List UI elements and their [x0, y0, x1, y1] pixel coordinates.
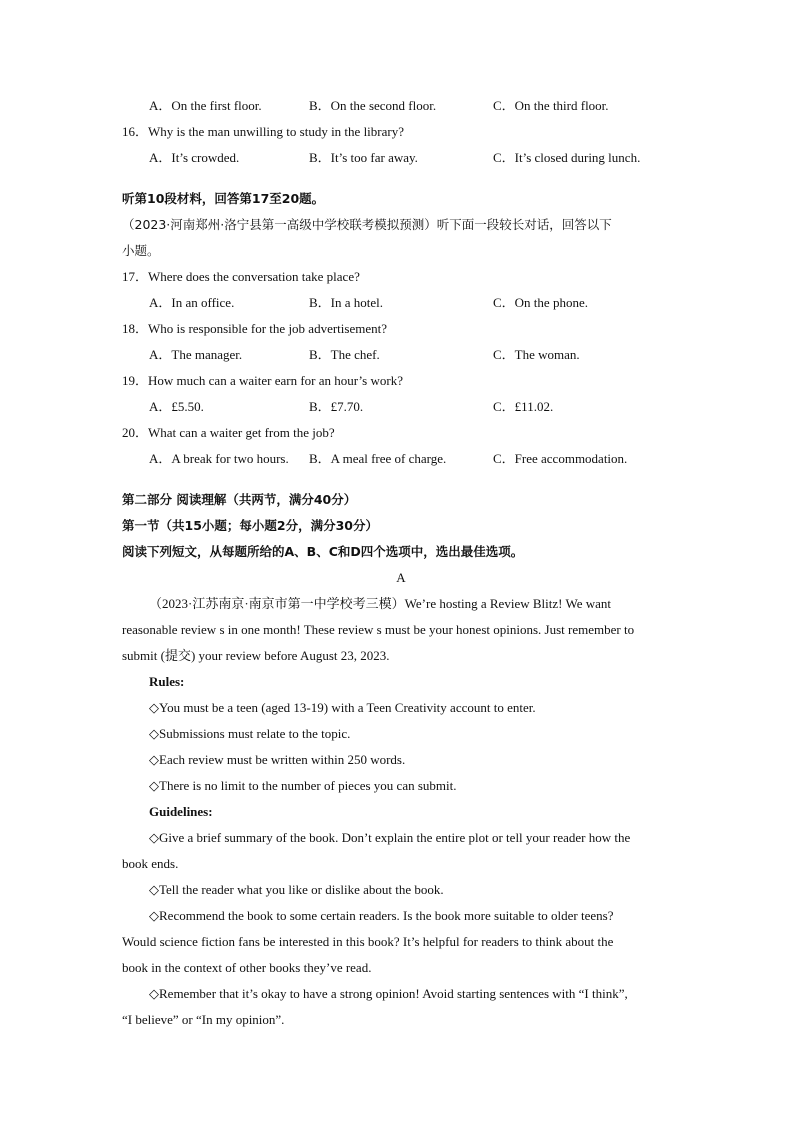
option-c: C．It’s closed during lunch.: [493, 150, 641, 165]
section-10-source-cont: 小题。: [122, 243, 160, 258]
exam-page: [122, 95, 680, 1035]
guideline-item: ◇Tell the reader what you like or dislike about the book.: [149, 882, 444, 897]
option-c: C．On the phone.: [493, 295, 588, 310]
q18-options: [122, 344, 680, 370]
guideline-item: ◇Give a brief summary of the book. Don’t explain the entire plot or tell your reader how the: [149, 830, 631, 845]
q20-options: [122, 448, 680, 474]
option-b: B．In a hotel.: [309, 295, 384, 310]
passage-intro-cont: submit (提交) your review before August 23, 2023.: [122, 648, 390, 663]
q17-options: [122, 292, 680, 318]
option-b: B．£7.70.: [309, 399, 364, 414]
rule-item: ◇You must be a teen (aged 13-19) with a Teen Creativity account to enter.: [149, 700, 536, 715]
question-19: 19．How much can a waiter earn for an hour’s work?: [122, 373, 403, 388]
passage-intro: （2023·江苏南京·南京市第一中学校考三模）We’re hosting a Review Blitz! We want: [149, 596, 611, 611]
guideline-item-cont: book ends.: [122, 856, 179, 871]
option-a: A．It’s crowded.: [149, 150, 240, 165]
rule-item: ◇Each review must be written within 250 words.: [149, 752, 406, 767]
part-2-heading: 第二部分 阅读理解（共两节，满分40分）: [122, 492, 357, 507]
rules-heading: Rules:: [149, 674, 185, 689]
section-10-source: （2023·河南郑州·洛宁县第一高级中学校联考模拟预测）听下面一段较长对话，回答以下: [122, 217, 612, 232]
guideline-item: ◇Remember that it’s okay to have a strong opinion! Avoid starting sentences with “I think”,: [149, 986, 628, 1001]
passage-letter: A: [396, 570, 406, 585]
reading-instruction: 阅读下列短文，从每题所给的A、B、C和D四个选项中，选出最佳选项。: [122, 544, 524, 559]
option-c: C．The woman.: [493, 347, 580, 362]
option-b: B．The chef.: [309, 347, 380, 362]
option-a: A．A break for two hours.: [149, 451, 289, 466]
option-a: A．£5.50.: [149, 399, 204, 414]
option-c: C．On the third floor.: [493, 98, 609, 113]
question-16: 16．Why is the man unwilling to study in the library?: [122, 124, 404, 139]
option-c: C．Free accommodation.: [493, 451, 628, 466]
question-20: 20．What can a waiter get from the job?: [122, 425, 335, 440]
guideline-item-cont: “I believe” or “In my opinion”.: [122, 1012, 285, 1027]
guideline-item-cont: Would science fiction fans be interested in this book? It’s helpful for readers to think about the: [122, 934, 614, 949]
q15-options: [122, 95, 680, 121]
option-c: C．£11.02.: [493, 399, 554, 414]
option-a: A．The manager.: [149, 347, 243, 362]
section-10-heading: 听第10段材料，回答第17至20题。: [122, 191, 325, 206]
passage-intro-cont: reasonable review s in one month! These review s must be your honest opinions. Just remember to: [122, 622, 635, 637]
question-18: 18．Who is responsible for the job advertisement?: [122, 321, 387, 336]
q19-options: [122, 396, 680, 422]
rule-item: ◇There is no limit to the number of pieces you can submit.: [149, 778, 457, 793]
guidelines-heading: Guidelines:: [149, 804, 213, 819]
q16-options: [122, 147, 680, 173]
guideline-item: ◇Recommend the book to some certain readers. Is the book more suitable to older teens?: [149, 908, 614, 923]
option-b: B．It’s too far away.: [309, 150, 418, 165]
option-b: B．A meal free of charge.: [309, 451, 447, 466]
option-b: B．On the second floor.: [309, 98, 437, 113]
rule-item: ◇Submissions must relate to the topic.: [149, 726, 351, 741]
guideline-item-cont: book in the context of other books they’ve read.: [122, 960, 372, 975]
section-1-heading: 第一节（共15小题；每小题2分，满分30分）: [122, 518, 378, 533]
question-17: 17．Where does the conversation take place?: [122, 269, 360, 284]
option-a: A．In an office.: [149, 295, 235, 310]
option-a: A．On the first floor.: [149, 98, 262, 113]
